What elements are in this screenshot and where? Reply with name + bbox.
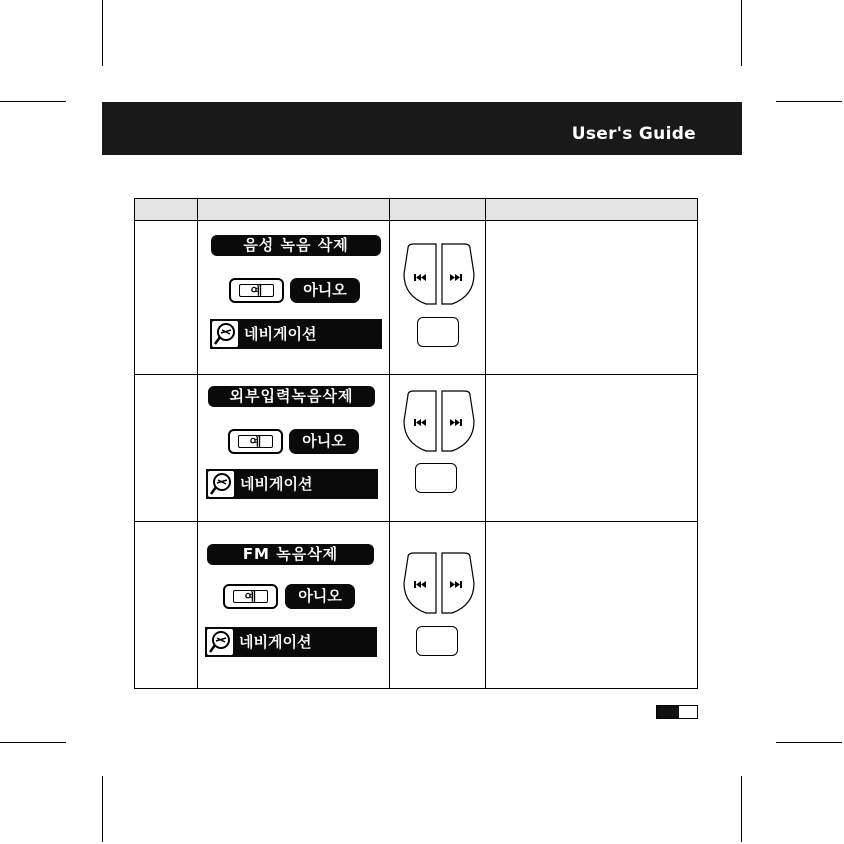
no-button[interactable]: 아니오 [285,584,355,609]
navigation-bar[interactable] [205,627,377,657]
page-tab-fill [657,706,679,718]
yes-label: 예 [239,284,274,297]
page-number-tab [656,705,698,719]
table-header-row [135,199,697,221]
screen-title: 외부입력녹음삭제 [208,386,375,407]
yes-button[interactable] [223,584,278,609]
ok-button[interactable] [415,463,457,493]
navigation-icon [208,471,234,497]
column-divider [197,199,198,688]
column-divider [389,199,390,688]
crop-mark [776,742,842,743]
navigation-label: 네비게이션 [240,475,313,493]
yes-label: 예 [233,590,268,603]
navigation-icon [207,629,233,655]
skip-buttons [402,389,476,455]
column-divider [485,199,486,688]
ok-button[interactable] [416,626,458,656]
crop-mark [741,776,742,842]
navigation-label: 네비게이션 [244,325,317,343]
crop-mark [741,0,742,66]
yes-button[interactable] [229,278,284,303]
screen-title: 음성 녹음 삭제 [211,235,381,256]
navigation-icon [212,321,238,347]
skip-buttons [402,551,476,617]
no-button[interactable]: 아니오 [289,429,359,454]
yes-label: 예 [238,435,273,448]
navigation-label: 네비게이션 [239,633,312,651]
crop-mark [0,742,66,743]
row-divider [135,521,697,522]
skip-buttons [402,242,476,308]
crop-mark [776,101,842,102]
crop-mark [102,0,103,66]
screen-title: FM 녹음삭제 [207,544,374,565]
row-divider [135,374,697,375]
crop-mark [0,101,66,102]
page-title: User's Guide [571,124,696,144]
navigation-bar[interactable] [206,469,378,499]
no-button[interactable]: 아니오 [290,278,360,303]
navigation-bar[interactable] [210,319,382,349]
ok-button[interactable] [417,317,459,347]
page-header [102,102,742,155]
yes-button[interactable] [228,429,283,454]
crop-mark [102,776,103,842]
